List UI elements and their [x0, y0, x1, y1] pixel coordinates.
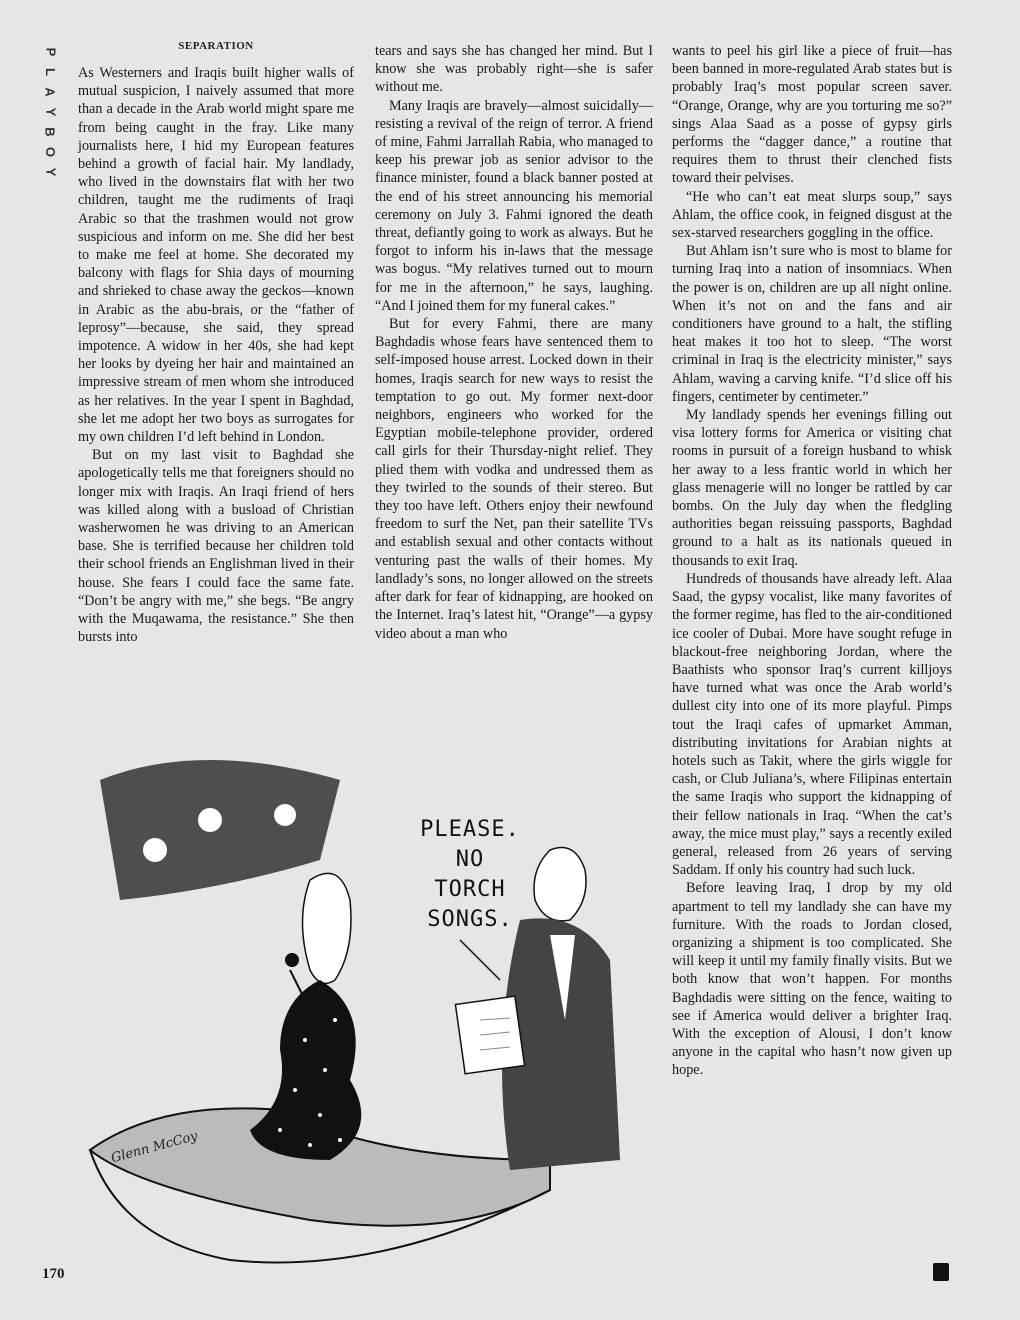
paragraph: But for every Fahmi, there are many Baghdadis whose fears have sentenced them to self-imposed house arrest. Locked down in their homes, Iraqis search for new ways to resist the temptation to go out. My former next-door neighbors, engineers who worked for the Egyptian mobile-telephone provider, ordered call girls for their Thursday-night relief. They plied them with vodka and undressed them as they twirled to the sounds of their stereo. But they too have left. Others enjoy their newfound freedom to surf the Net, pan their satellite TVs and establish sexual and other contacts without venturing past the walls of their homes. My landlady’s sons, no longer allowed on the streets after dark for fear of kidnapping, are hooked on the Internet. Iraq’s latest hit, “Orange”—a gypsy video about a man who — [375, 316, 653, 642]
balloon-line: TORCH — [434, 877, 506, 902]
article-column-3 — [672, 42, 952, 1080]
paragraph: My landlady spends her evenings filling out visa lottery forms for America or visiting chat rooms in pursuit of a foreign husband to whisk her away to a less frantic world in which her glass menagerie will no longer be rattled by car bombs. On the July day when the fledgling authorities began reissuing passports, Baghdad ground to a halt as its nationals queued in thousands to exit Iraq. — [672, 407, 952, 569]
paragraph: But Ahlam isn’t sure who is most to blame for turning Iraq into a nation of insomniacs. When the power is on, children are up all night online. When it’s not on and the fans and air conditioners have ground to a halt, the stifling heat makes it too hot to sleep. “The worst criminal in Iraq is the electricity minister,” says Ahlam, waving a carving knife. “I’d slice off his fingers, centimeter by centimeter.” — [672, 243, 952, 405]
side-letter: O — [43, 146, 58, 158]
paragraph: tears and says she has changed her mind. But I know she was probably right—she is safer without me. — [375, 43, 653, 96]
rabbit-end-mark-icon — [933, 1263, 949, 1281]
paragraph: Many Iraqis are bravely—almost suicidally—resisting a revival of the reign of terror. A friend of mine, Fahmi Jarrallah Rabia, who managed to keep his prewar job as senior advisor to the finance minister, found a black banner posted at the end of his street announcing his memorial ceremony on July 3. Fahmi ignored the death threat, defiantly going to work as always. But he forgot to inform his in-laws that the message was bogus. “My relatives turned out to mourn for me in the afternoon,” he says, laughing. “And I joined them for my funeral cakes.” — [375, 97, 653, 314]
magazine-side-title — [38, 42, 62, 182]
artist-signature: Glenn McCoy — [109, 1128, 200, 1167]
balloon-line: SONGS. — [427, 907, 513, 932]
section-head: SEPARATION — [178, 40, 254, 52]
side-letter: Y — [42, 107, 58, 117]
balloon-line: PLEASE. — [420, 817, 520, 842]
side-letter: L — [42, 68, 58, 76]
side-letter: Y — [42, 167, 58, 177]
article-column-2 — [375, 42, 653, 643]
paragraph: But on my last visit to Baghdad she apologetically tells me that foreigners should no longer mix with Iraqis. An Iraqi friend of hers was killed along with a busload of Christian washerwomen he was driving to an American base. She is terrified because her children told their school friends an Englishman lived in their house. She fears I could face the same fate. “Don’t be angry with me,” she begs. “Be angry with the Muqawama, the resistance.” She then bursts into — [78, 447, 354, 646]
paragraph: wants to peel his girl like a piece of fruit—has been banned in more-regulated Arab states but is probably Iraq’s most popular screen saver. “Orange, Orange, why are you torturing me so?” sings Alaa Saad as a posse of gypsy girls performs the “dagger dance,” a routine that requires them to thrust their clenched fists toward their pelvises. — [672, 43, 952, 187]
page-number: 170 — [42, 1266, 65, 1282]
cartoon-drawing — [80, 720, 660, 1280]
balloon-line: NO — [455, 847, 485, 872]
side-letter: A — [42, 87, 58, 97]
side-letter: B — [42, 127, 58, 137]
side-letter: P — [42, 47, 58, 57]
paragraph: “He who can’t eat meat slurps soup,” says Ahlam, the office cook, in feigned disgust at the sex-starved researchers goggling in the office. — [672, 188, 952, 242]
paragraph: Hundreds of thousands have already left. Alaa Saad, the gypsy vocalist, like many favorites of the former regime, has fled to the air-conditioned ice cooler of Dubai. More have sought refuge in blackout-free neighboring Jordan, where the Baathists who sponsor Iraq’s current killjoys have turned what was once the Arab world’s dullest city into one of its more playful. Pimps tout the Iraqi cafes of upmarket Amman, distributing invitations for Arabian nights at hotels such as Takit, where the girls wiggle for cash, or Club Juliana’s, where Filipinas entertain the same Iraqis who support the kidnapping of their fellow nationals in Iraq. “When the cat’s away, the mice must play,” says a recently exiled general, released from 26 years of serving Saddam. If only his country had such luck. — [672, 570, 952, 879]
article-column-1 — [78, 64, 354, 647]
paragraph: Before leaving Iraq, I drop by my old apartment to tell my landlady she can have my furniture. With the roads to Jordan closed, organizing a shipment is too complicated. She will keep it until my family finally visits. But we both know that won’t happen. For months Baghdadis were sitting on the fence, waiting to see if America would deliver a brighter Iraq. With the exception of Alousi, I don’t know anyone in the capital who hasn’t now given up hope. — [672, 880, 952, 1079]
paragraph: As Westerners and Iraqis built higher walls of mutual suspicion, I naively assumed that more than a decade in the Arab world might spare me from being caught in the fray. Like many journalists here, I hid my European features behind a growth of facial hair. My landlady, who lived in the downstairs flat with her two children, taught me the rudiments of Iraqi Arabic so that the trashmen would not grow suspicious and inform on me. She did her best to make me feel at home. She decorated my balcony with flags for Shia days of mourning and shrieked to chase away the geckos—known in Arabic as the abu-brais, or the “father of leprosy”—because, she said, they spread impotence. A widow in her 40s, she had kept her looks by dyeing her hair and maintained an impressive stream of men whom she introduced as her relatives. In the year I spent in Baghdad, she let me adopt her two boys as surrogates for my own children I’d left behind in London. — [78, 65, 354, 446]
cartoon-illustration — [80, 720, 660, 1280]
speech-balloon — [400, 815, 540, 935]
